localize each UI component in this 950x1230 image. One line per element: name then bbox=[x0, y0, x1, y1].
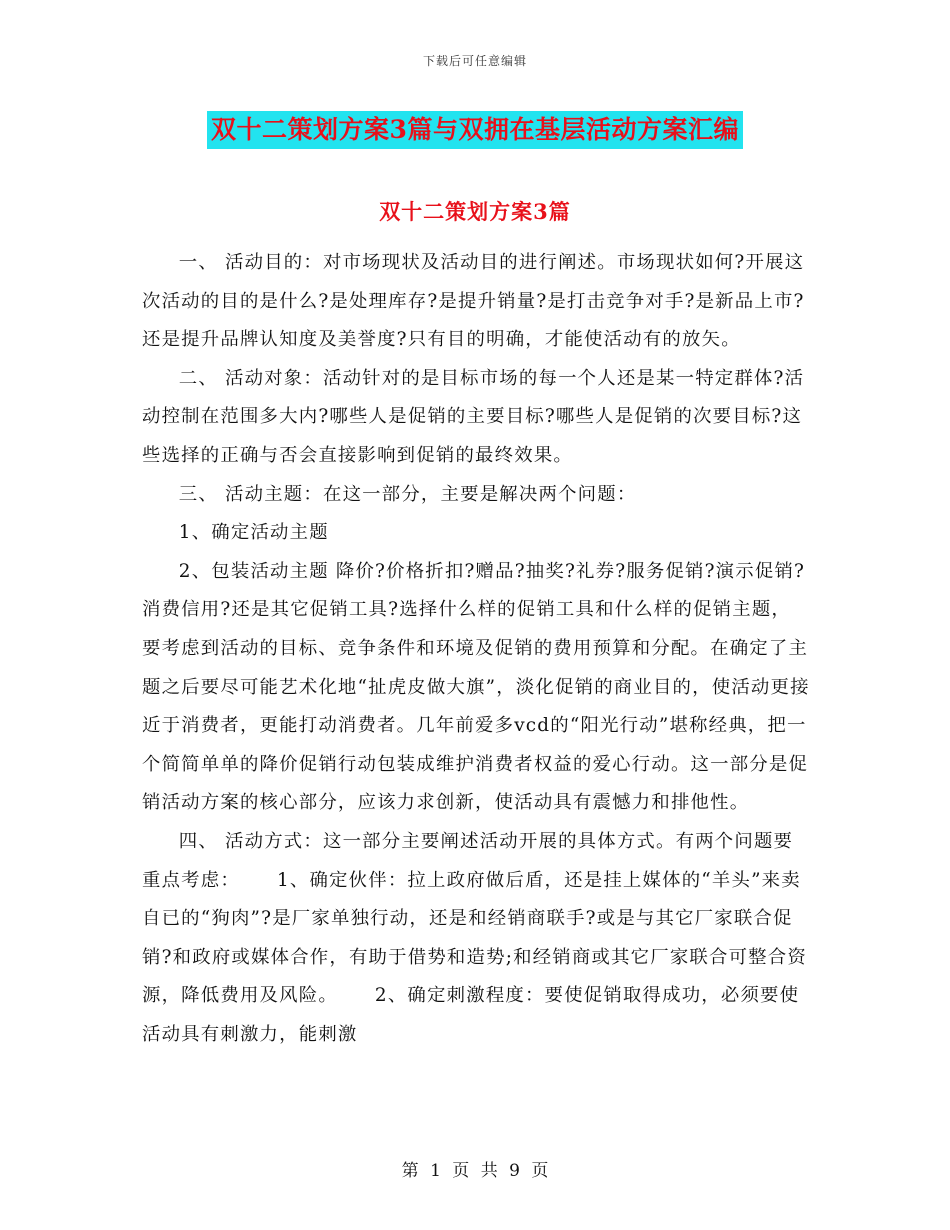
document-title-container bbox=[0, 111, 950, 149]
page-header-note: 下载后可任意编辑 bbox=[422, 54, 527, 68]
paragraph-activity-purpose: 一、 活动目的：对市场现状及活动目的进行阐述。市场现状如何?开展这次活动的目的是什么?是处理库存?是提升销量?是打击竞争对手?是新品上市?还是提升品牌认知度及美誉度?只有目的明确，才能使活动有的放矢。 bbox=[142, 252, 805, 351]
paragraph-activity-method: 四、 活动方式：这一部分主要阐述活动开展的具体方式。有两个问题要重点考虑： 1、确定伙伴：拉上政府做后盾，还是挂上媒体的“羊头”来卖自已的“狗肉”?是厂家单独行动，还是和经销商联手?或是与其它厂家联合促销?和政府或媒体合作，有助于借势和造势;和经销商或其它厂家联合可整合资源，降低费用及风险。 2、确定刺激程度：要使促销取得成功，必须要使活动具有刺激力，能刺激 bbox=[142, 830, 807, 1045]
paragraph-activity-target: 二、 活动对象：活动针对的是目标市场的每一个人还是某一特定群体?活动控制在范围多大内?哪些人是促销的主要目标?哪些人是促销的次要目标?这些选择的正确与否会直接影响到促销的最终效果。 bbox=[142, 367, 805, 466]
document-body bbox=[142, 244, 810, 1054]
paragraph-package-theme: 2、包装活动主题 降价?价格折扣?赠品?抽奖?礼券?服务促销?演示促销?消费信用?还是其它促销工具?选择什么样的促销工具和什么样的促销主题，要考虑到活动的目标、竞争条件和环境及促销的费用预算和分配。在确定了主题之后要尽可能艺术化地“扯虎皮做大旗”，淡化促销的商业目的，使活动更接近于消费者，更能打动消费者。几年前爱多vcd的“阳光行动”堪称经典，把一个简简单单的降价促销行动包装成维护消费者权益的爱心行动。这一部分是促销活动方案的核心部分，应该力求创新，使活动具有震憾力和排他性。 bbox=[142, 560, 810, 814]
paragraph-confirm-theme: 1、确定活动主题 bbox=[178, 522, 329, 544]
paragraph-activity-theme: 三、 活动主题：在这一部分，主要是解决两个问题： bbox=[178, 483, 637, 505]
page-number-footer: 第 1 页 共 9 页 bbox=[401, 1161, 549, 1181]
document-title: 双十二策划方案3篇与双拥在基层活动方案汇编 bbox=[207, 111, 743, 149]
section-title: 双十二策划方案3篇 bbox=[379, 199, 571, 224]
